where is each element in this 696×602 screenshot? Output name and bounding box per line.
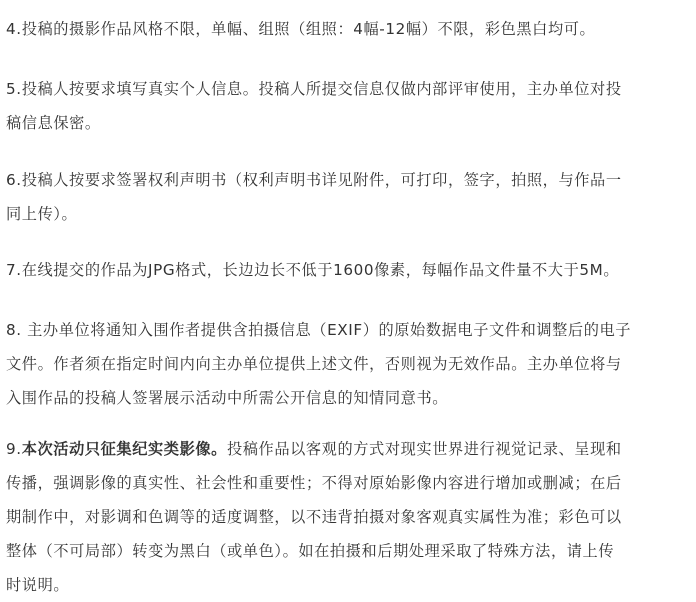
paragraph-4 [6,12,690,46]
paragraph-text: 投稿作品以客观的方式对现实世界进行视觉记录、呈现和 [226,440,622,458]
paragraph-line: 6.投稿人按要求签署权利声明书（权利声明书详见附件，可打印，签字，拍照，与作品一 [6,171,622,189]
paragraph-line: 同上传）。 [6,205,78,223]
paragraph-line: 入围作品的投稿人签署展示活动中所需公开信息的知情同意书。 [6,389,449,407]
paragraph-line: 8. 主办单位将通知入围作者提供含拍摄信息（EXIF）的原始数据电子文件和调整后的电子 [6,321,632,339]
paragraph-line: 稿信息保密。 [6,114,101,132]
paragraph-line: 4.投稿的摄影作品风格不限，单幅、组照（组照：4幅-12幅）不限，彩色黑白均可。 [6,20,596,38]
paragraph-line: 7.在线提交的作品为JPG格式，长边边长不低于1600像素，每幅作品文件量不大于5M。 [6,261,620,279]
paragraph-line: 期制作中，对影调和色调等的适度调整，以不违背拍摄对象客观真实属性为准；彩色可以 [6,508,622,526]
paragraph-line: 时说明。 [6,576,70,594]
paragraph-line [6,432,690,466]
paragraph-6 [6,163,690,231]
paragraph-7 [6,253,690,287]
paragraph-line: 整体（不可局部）转变为黑白（或单色）。如在拍摄和后期处理采取了特殊方法，请上传 [6,542,615,560]
paragraph-line: 传播，强调影像的真实性、社会性和重要性；不得对原始影像内容进行增加或删减；在后 [6,474,622,492]
paragraph-line: 5.投稿人按要求填写真实个人信息。投稿人所提交信息仅做内部评审使用，主办单位对投 [6,80,622,98]
paragraph-number: 9. [6,440,22,458]
bold-lead-text: 本次活动只征集纪实类影像。 [21,440,227,458]
paragraph-line: 文件。作者须在指定时间内向主办单位提供上述文件，否则视为无效作品。主办单位将与 [6,355,622,373]
paragraph-9 [6,432,690,602]
paragraph-8 [6,313,690,415]
paragraph-5 [6,72,690,140]
